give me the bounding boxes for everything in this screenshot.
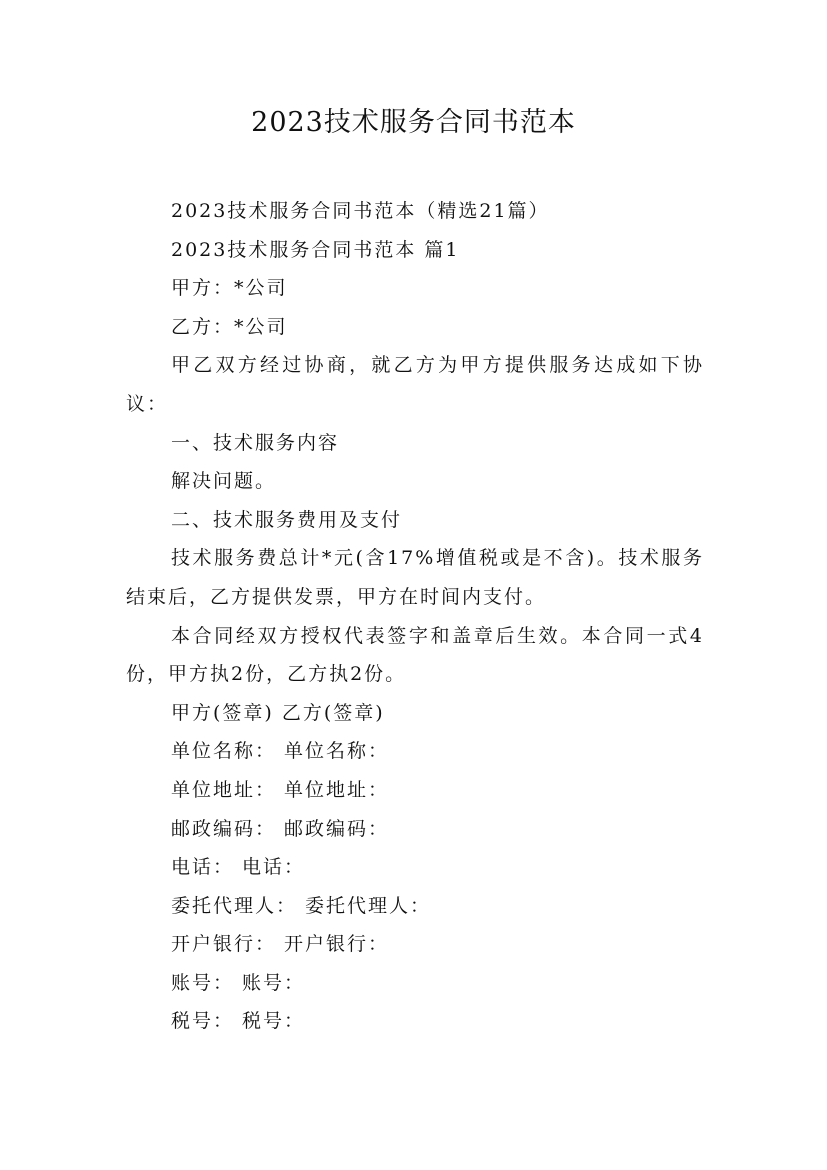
- clause-1-heading: 一、技术服务内容: [171, 431, 340, 454]
- unit-name-line: 单位名称： 单位名称：: [171, 740, 390, 763]
- effectiveness-text: 本合同经双方授权代表签字和盖章后生效。本合同一式4份，甲方执2份，乙方执2份。: [126, 624, 704, 686]
- bank-line: 开户银行： 开户银行：: [171, 933, 390, 956]
- party-b-line: 乙方：*公司: [171, 315, 288, 338]
- signature-line: 甲方(签章) 乙方(签章): [171, 701, 385, 724]
- tax-number-line: 税号： 税号：: [171, 1010, 306, 1033]
- party-a-line: 甲方：*公司: [171, 277, 288, 300]
- phone-line: 电话： 电话：: [171, 856, 306, 879]
- subtitle-line: 2023技术服务合同书范本（精选21篇）: [171, 200, 550, 222]
- document-body: [126, 192, 704, 1041]
- section-heading: 2023技术服务合同书范本 篇1: [171, 238, 460, 261]
- clause-2-heading: 二、技术服务费用及支付: [171, 508, 403, 531]
- agent-line: 委托代理人： 委托代理人：: [171, 894, 432, 917]
- document-title: 2023技术服务合同书范本: [251, 107, 576, 138]
- postal-code-line: 邮政编码： 邮政编码：: [171, 817, 390, 840]
- unit-address-line: 单位地址： 单位地址：: [171, 778, 390, 801]
- clause-2-text: 技术服务费总计*元(含17%增值税或是不含)。技术服务结束后，乙方提供发票，甲方在时间内支付。: [126, 547, 704, 608]
- agreement-intro: 甲乙双方经过协商，就乙方为甲方提供服务达成如下协议：: [126, 354, 704, 415]
- account-line: 账号： 账号：: [171, 971, 306, 994]
- clause-1-text: 解决问题。: [171, 470, 277, 493]
